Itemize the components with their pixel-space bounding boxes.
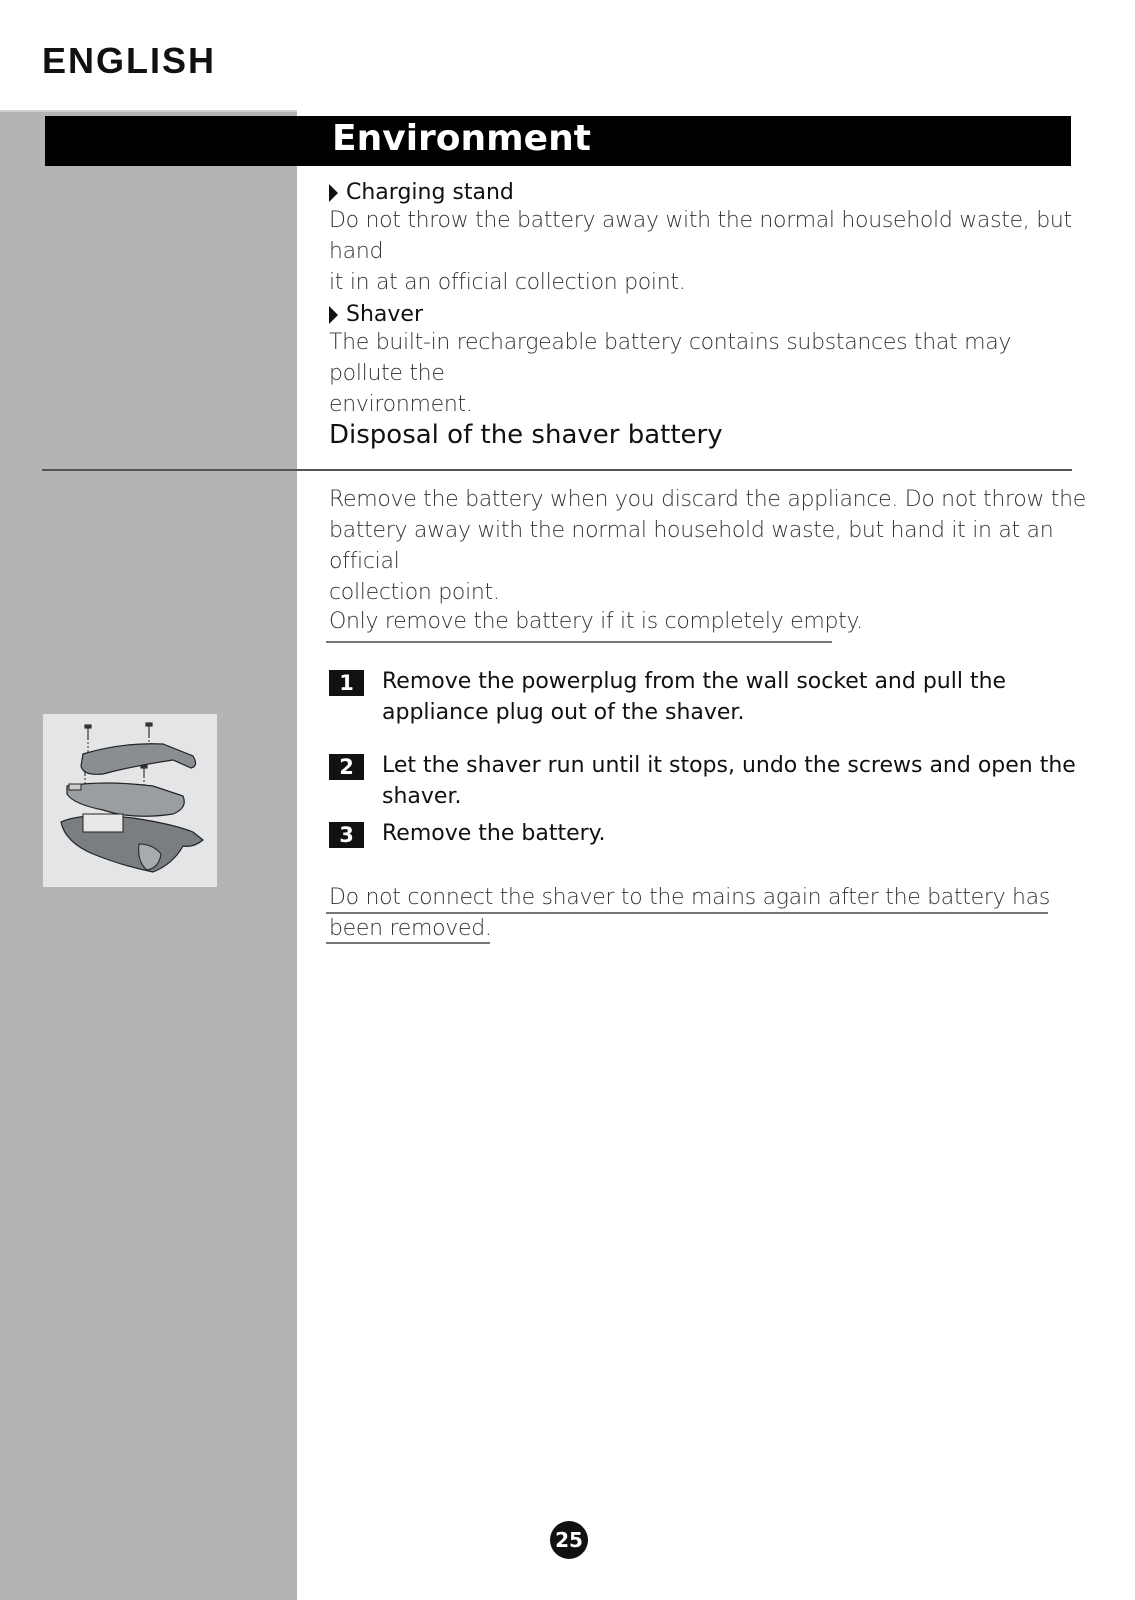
shaver-exploded-icon (43, 714, 217, 887)
step-text-line: shaver. (382, 784, 462, 809)
page-number-badge: 25 (550, 1521, 588, 1559)
warning-underline (326, 912, 1048, 914)
shaver-disassembly-illustration (43, 714, 217, 887)
intro-line: battery away with the normal household waste, but hand it in at an official (329, 518, 1054, 574)
step-number: 1 (329, 670, 364, 696)
intro-line: Remove the battery when you discard the appliance. Do not throw the (329, 487, 1086, 512)
step-text-line: Remove the powerplug from the wall socket and pull the (382, 669, 1007, 694)
warning-underline (326, 942, 490, 944)
language-heading: ENGLISH (42, 40, 217, 81)
item-charging-stand (329, 180, 1089, 298)
item-text-line: The built-in rechargeable battery contains substances that may pollute the (329, 330, 1012, 386)
header-rule (0, 110, 297, 112)
item-text-line: it in at an official collection point. (329, 270, 686, 295)
item-subtitle: Charging stand (346, 180, 514, 205)
item-text-line: environment. (329, 392, 473, 417)
section-rule (42, 469, 1072, 471)
item-shaver (329, 302, 1089, 420)
intro-line: collection point. (329, 580, 500, 605)
section-heading: Disposal of the shaver battery (329, 420, 723, 450)
step-text-line: Let the shaver run until it stops, undo the screws and open the (382, 753, 1076, 778)
bullet-icon (329, 184, 338, 202)
disposal-intro (329, 484, 1089, 608)
step-text-line: appliance plug out of the shaver. (382, 700, 745, 725)
step-number: 3 (329, 822, 364, 848)
step-number: 2 (329, 754, 364, 780)
item-text-line: Do not throw the battery away with the normal household waste, but hand (329, 208, 1072, 264)
warning-line: been removed. (329, 916, 492, 941)
step-text-line: Remove the battery. (382, 821, 606, 846)
page-title: Environment (332, 118, 591, 159)
item-subtitle: Shaver (346, 302, 423, 327)
warning-underline (326, 641, 832, 643)
bullet-icon (329, 306, 338, 324)
warning-line: Do not connect the shaver to the mains again after the battery has (329, 885, 1051, 910)
warning-empty-battery: Only remove the battery if it is completely empty. (329, 609, 863, 634)
